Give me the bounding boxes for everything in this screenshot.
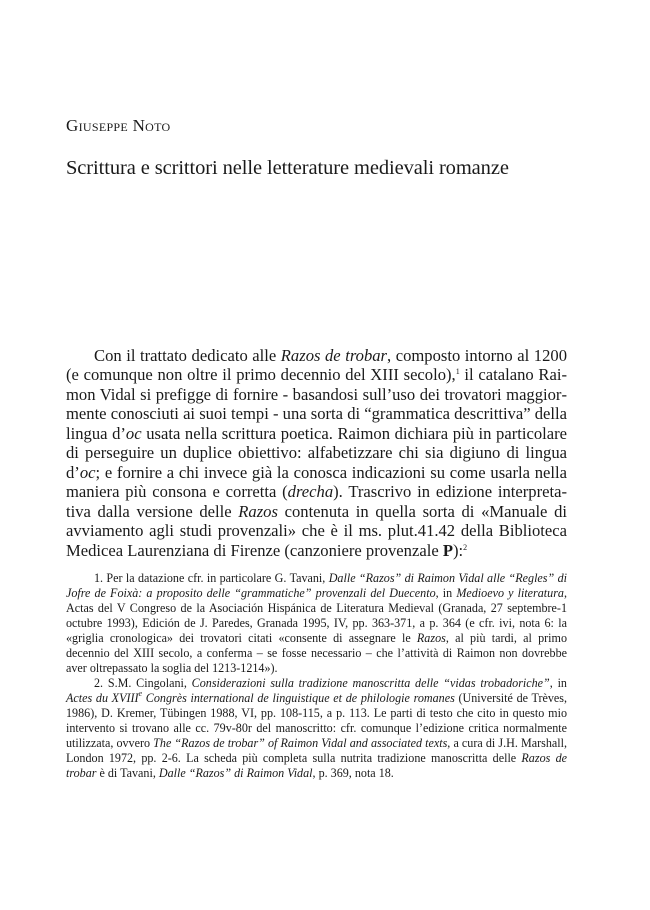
- text-run: Actes du XVIII: [66, 691, 139, 705]
- article-title: Scrittura e scrittori nelle letterature medievali romanze: [66, 157, 509, 179]
- italic-term: oc: [79, 462, 96, 482]
- body-paragraph: [66, 346, 567, 561]
- footnote-1: [66, 571, 567, 676]
- text-run: , in: [549, 676, 567, 690]
- footnote-ref-1: 1: [455, 367, 460, 377]
- text-run: contenuta in quella sorta di «Manuale di avviamento agli studi provenzali» che è il ms. plut.41.42 della Biblioteca Medicea Laurenziana di Firenze (canzoniere provenzale: [66, 501, 568, 560]
- italic-title: [66, 691, 455, 705]
- italic-title: The “Razos de trobar” of Raimon Vidal and associated texts: [153, 736, 448, 750]
- italic-title: Dalle “Razos” di Raimon Vidal: [158, 766, 313, 780]
- text-run: , Actas del V Congreso de la Asociación Hispánica de Literatura Medieval (Granada, 27 septembre-1 octubre 1993), Edición de J. Paredes, Granada 1995, IV, pp. 363-371, a p. 364 (e cfr. ivi, nota 6: la «griglia cronologica» dei trovatori citati «consente di assegnare le: [66, 586, 567, 645]
- text-run: ):: [452, 540, 464, 560]
- text-run: è di Tavani,: [96, 766, 159, 780]
- italic-title: Medioevo y literatura: [456, 586, 564, 600]
- italic-title: Razos de trobar: [280, 345, 388, 365]
- text-run: 1. Per la datazione cfr. in particolare G. Tavani,: [94, 571, 329, 585]
- text-run: usata nella scrittura poetica. Raimon dichiara più in particolare di perseguire un duplice obiettivo: alfabetizzare chi sia digiuno di lingua d’: [66, 423, 567, 482]
- text-run: , p. 369, nota 18.: [312, 766, 394, 780]
- text-run: , al più tardi, al primo decennio del XIII secolo, a conferma – se fosse necessario – che l’attività di Raimon non dovrebbe aver oltrepassato la soglia del 1213-1214»).: [66, 631, 567, 675]
- manuscript-siglum: P: [442, 540, 453, 560]
- italic-title: Dalle “Razos” di Raimon Vidal alle “Regles” di Jofre de Foixà: a proposito delle “grammatiche” provenzali del Duecento: [66, 571, 567, 600]
- text-run: , composto intorno al 1200 (e comunque non oltre il primo decennio del XIII secolo),: [66, 345, 567, 385]
- text-run: (Université de Trèves, 1986), D. Kremer, Tübingen 1988, VI, pp. 108-115, a p. 113. Le parti di testo che cito in questo mio intervento si trovano alle cc. 79v-80r del manoscritto: cfr. comunque l’edizione critica normalmente utilizzata, ovvero: [66, 691, 567, 750]
- text-run: il catalano Raimon Vidal si prefigge di fornire - basandosi sull’uso dei trovatori maggiormente conosciuti ai suoi tempi - una sorta di “grammatica descrittiva” della lingua d’: [66, 365, 567, 443]
- text-run: , a cura di J.H. Marshall, London 1972, pp. 2-6. La scheda più completa sulla nutrita tradizione manoscritta delle: [66, 736, 567, 765]
- author-name: Giuseppe Noto: [66, 116, 171, 135]
- italic-title: Razos de trobar: [66, 751, 567, 780]
- text-run: 2. S.M. Cingolani,: [94, 676, 192, 690]
- text-run: ). Trascrivo in edizione interpretativa dalla versione delle: [66, 482, 568, 521]
- superscript: e: [138, 689, 143, 698]
- footnotes: [66, 571, 567, 781]
- text-run: ; e fornire a chi invece già la conosca indicazioni su come usarla nella maniera più consona e corretta (: [66, 462, 567, 502]
- italic-title: Razos: [238, 501, 278, 521]
- italic-term: oc: [125, 423, 142, 443]
- italic-title: Razos: [416, 631, 446, 645]
- text-run: , in: [435, 586, 457, 600]
- text-run: Congrès international de linguistique et de philologie romanes: [142, 691, 455, 705]
- italic-title: Considerazioni sulla tradizione manoscritta delle “vidas trobadoriche”: [191, 676, 550, 690]
- italic-term: drecha: [287, 482, 334, 502]
- footnote-2: [66, 676, 567, 781]
- footnote-ref-2: 2: [463, 542, 468, 552]
- text-run: Con il trattato dedicato alle: [94, 345, 281, 365]
